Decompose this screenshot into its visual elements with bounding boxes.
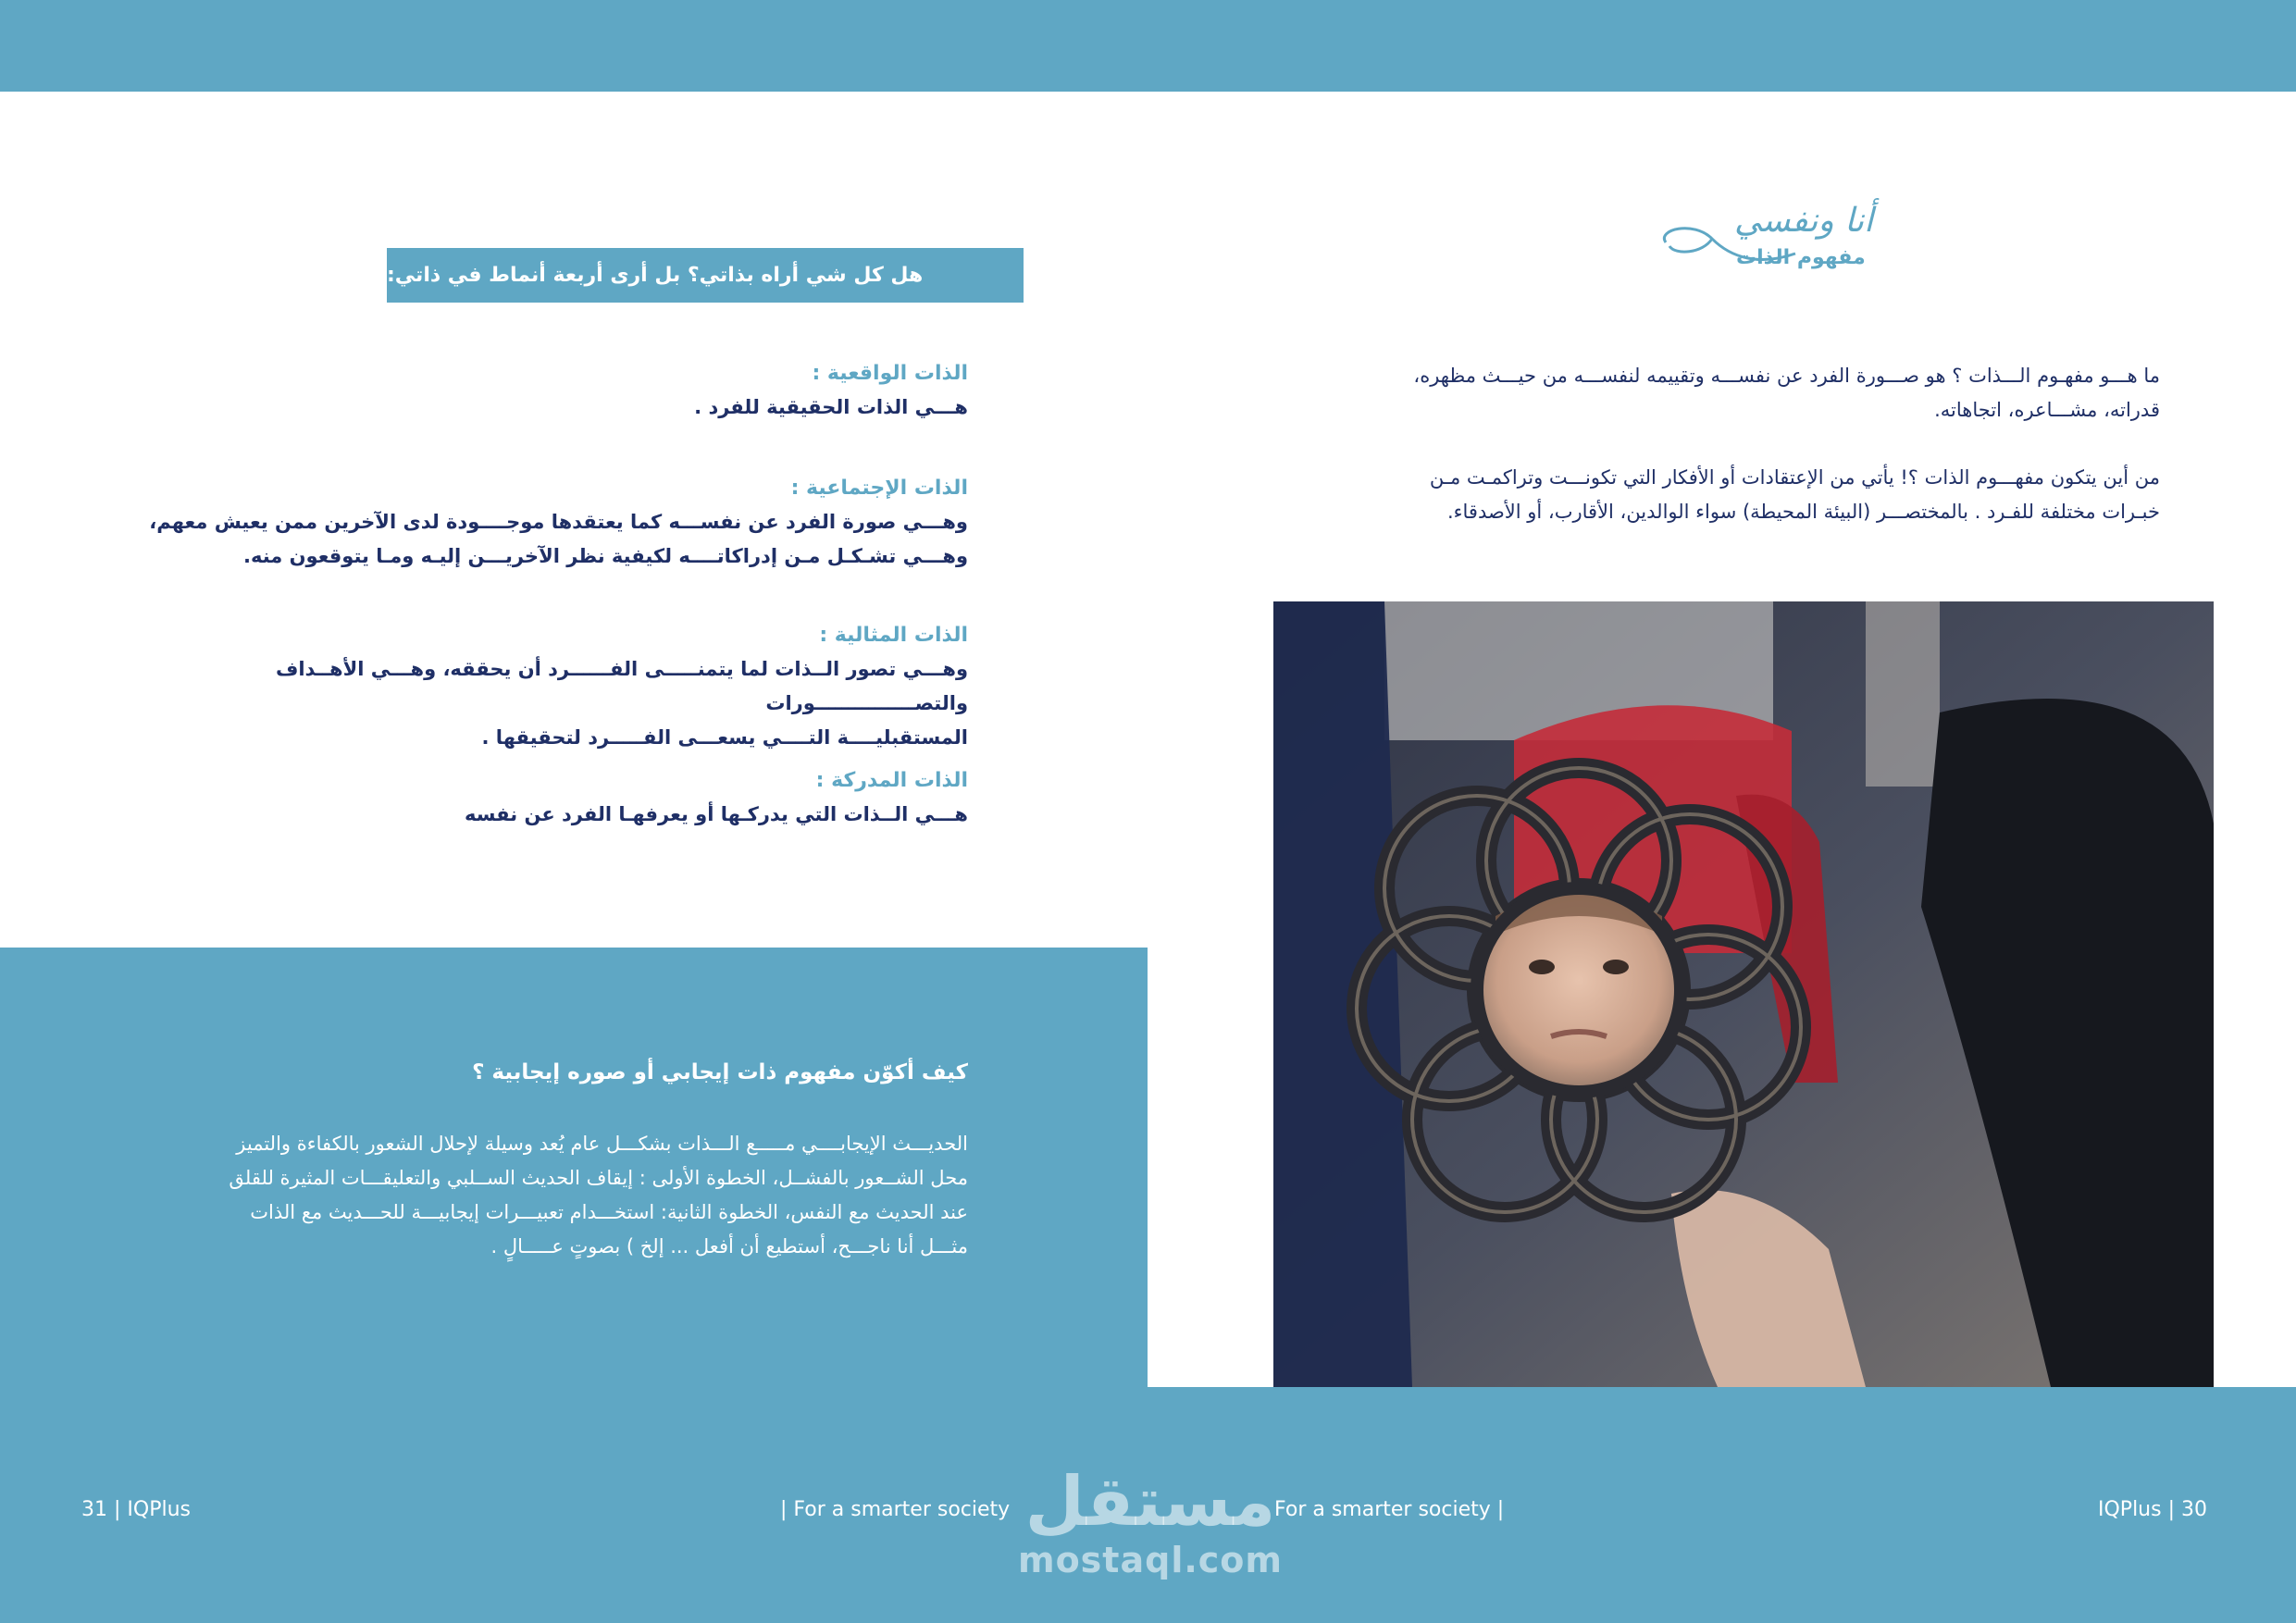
self-type-ideal	[135, 619, 968, 755]
type-line: وهـــي تشـكـل مـن إدراكاتــــه لكيفية نظر الآخريـــن إليـه ومـا يتوقعون منه.	[243, 545, 968, 567]
question-banner	[387, 248, 1024, 303]
type-heading: الذات الواقعية :	[812, 362, 968, 385]
mirror-photo	[1273, 601, 2214, 1387]
how-line: مثـــل أنا ناجـــح، أستطيع أن أفعل ... إلخ ) بصوتٍ عـــــالٍ .	[490, 1235, 968, 1258]
page-title: أنا ونفسي	[1734, 202, 1874, 240]
intro-paragraph-1	[1290, 359, 2160, 427]
self-type-social	[135, 472, 968, 574]
footer-slogan-right: For a smarter society |	[1274, 1498, 1505, 1521]
page-subtitle: مفهوم الذات	[1736, 246, 1866, 269]
watermark-latin: mostaql.com	[1017, 1540, 1284, 1580]
how-paragraph	[117, 1127, 968, 1264]
top-color-band	[0, 0, 2296, 92]
type-line: المستقبليــــة التــــي يسعـــى الفـــــرد لتحقيقها .	[481, 726, 968, 749]
how-line: عند الحديث مع النفس، الخطوة الثانية: استخـــدام تعبيـــرات إيجابيـــة للحـــديث مع الذات	[250, 1201, 968, 1223]
self-type-perceived	[135, 764, 968, 832]
type-line: هـــي الذات الحقيقية للفرد .	[694, 396, 968, 418]
footer-page-left: 31 | IQPlus	[81, 1498, 191, 1521]
type-line: وهـــي صورة الفرد عن نفســـه كما يعتقدها موجــــودة لدى الآخرين ممن يعيش معهم،	[149, 511, 968, 533]
intro-paragraph-2	[1290, 461, 2160, 529]
how-line: الحديـــث الإيجابــــي مـــــع الـــذات بشكـــل عام يُعد وسيلة لإحلال الشعور بالكفاءة والتميز	[236, 1133, 968, 1155]
footer-page-right: IQPlus | 30	[2098, 1498, 2207, 1521]
how-heading: كيف أكوّن مفهوم ذات إيجابي أو صوره إيجابية ؟	[472, 1060, 968, 1084]
type-heading: الذات المدركة :	[815, 769, 968, 792]
intro-line: خبـرات مختلفة للفـرد . بالمختصـــر (البيئة المحيطة) سواء الوالدين، الأقارب، أو الأصدقاء.	[1446, 501, 2160, 523]
type-heading: الذات الإجتماعية :	[790, 477, 968, 500]
self-type-real	[135, 357, 968, 425]
intro-line: من أين يتكون مفهـــوم الذات ؟! يأتي من الإعتقادات أو الأفكار التي تكونـــت وتراكمـت مـن	[1429, 466, 2160, 489]
watermark-logo	[1007, 1462, 1294, 1579]
type-line: هـــي الــذات التي يدركـها أو يعرفهـا الفرد عن نفسه	[465, 803, 968, 825]
question-text: هل كل شي أراه بذاتي؟ بل أرى أربعة أنماط في ذاتي:	[387, 264, 924, 287]
footer-slogan-left: | For a smarter society	[780, 1498, 1011, 1521]
type-heading: الذات المثالية :	[819, 624, 968, 647]
how-line: محل الشــعور بالفشــل، الخطوة الأولى : إيقاف الحديث الســلبي والتعليقـــات المثيرة للقلق	[229, 1167, 968, 1189]
intro-line: قدراته، مشـــاعره، اتجاهاته.	[1934, 399, 2160, 421]
watermark-arabic: مستقل	[1024, 1462, 1276, 1542]
mirror-photo-illustration	[1273, 601, 2214, 1387]
type-line: وهـــي تصور الــذات لما يتمنـــــى الفــــــرد أن يحققه، وهـــي الأهــداف والتصـــــــــــــــورات	[275, 658, 968, 714]
intro-line: ما هـــو مفهـوم الـــذات ؟ هو صـــورة الفرد عن نفســـه وتقييمه لنفســـه من حيـــث مظهره،	[1413, 365, 2160, 387]
left-bottom-panel	[0, 948, 1148, 1623]
